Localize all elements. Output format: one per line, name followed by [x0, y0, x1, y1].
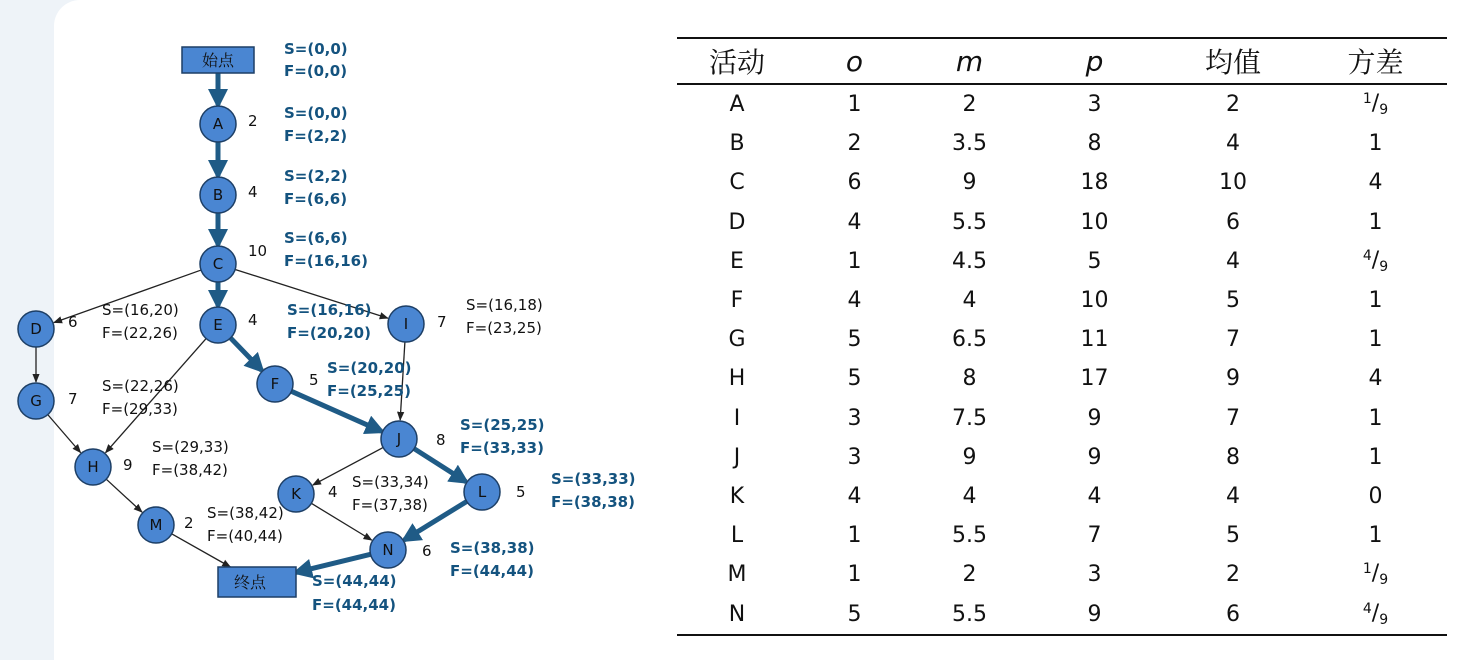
most-likely-cell: 5.5: [952, 209, 987, 235]
table-row: [677, 124, 1447, 163]
node-e-duration: 4: [248, 311, 258, 329]
edge-g-h: [48, 415, 81, 453]
fraction-denominator: 9: [1379, 572, 1389, 589]
node-c-finish-times: F=(16,16): [284, 252, 368, 270]
pessimistic-cell: 18: [1080, 170, 1109, 196]
header-variance: 方差: [1304, 38, 1447, 84]
node-i-label: I: [403, 315, 409, 333]
optimistic-cell: 2: [847, 131, 862, 157]
node-h-start-times: S=(29,33): [152, 438, 229, 456]
edge-h-m: [106, 479, 142, 512]
mean-cell: 5: [1226, 288, 1240, 314]
mean-cell: 4: [1226, 248, 1240, 274]
most-likely-cell: 2: [962, 562, 977, 588]
activity-cell: N: [677, 594, 797, 634]
pessimistic-cell: 10: [1080, 209, 1109, 235]
table-row: [677, 281, 1447, 320]
pessimistic-cell: 3: [1087, 92, 1102, 118]
node-f-label: F: [270, 375, 280, 393]
variance-cell: 4: [1368, 366, 1383, 392]
most-likely-cell: 6.5: [952, 327, 987, 353]
node-j-start-times: S=(25,25): [460, 416, 545, 434]
pessimistic-cell: 9: [1027, 594, 1162, 634]
activity-cell: L: [730, 523, 744, 549]
variance-cell: 1: [1368, 288, 1383, 314]
variance-cell: 1: [1368, 444, 1383, 470]
node-k-start-times: S=(33,34): [352, 473, 429, 491]
pessimistic-cell: 10: [1080, 288, 1109, 314]
pessimistic-cell: 3: [1087, 562, 1102, 588]
table-row: [677, 516, 1447, 555]
node-l-label: L: [477, 483, 487, 501]
node-l-start-times: S=(33,33): [551, 470, 636, 488]
optimistic-cell: 1: [847, 92, 862, 118]
node-d-start-times: S=(16,20): [102, 301, 179, 319]
activity-cell: C: [729, 170, 745, 196]
node-a-finish-times: F=(2,2): [284, 127, 348, 145]
node-f-start-times: S=(20,20): [327, 359, 412, 377]
activity-cell: J: [733, 444, 741, 470]
activity-cell: M: [727, 562, 747, 588]
table-row: [677, 359, 1447, 398]
most-likely-cell: 4.5: [952, 248, 987, 274]
node-f-finish-times: F=(25,25): [327, 382, 411, 400]
node-b-duration: 4: [248, 183, 258, 201]
activity-cell: E: [730, 248, 744, 274]
node-j-duration: 8: [436, 431, 446, 449]
node-a-start-times: S=(0,0): [284, 104, 348, 122]
activity-cell: F: [730, 288, 744, 314]
node-m-finish-times: F=(40,44): [207, 527, 283, 545]
node-h-label: H: [87, 458, 99, 476]
node-h-duration: 9: [123, 456, 133, 474]
pert-network-diagram: [0, 0, 676, 660]
mean-cell: 8: [1226, 444, 1240, 470]
mean-cell: 6: [1226, 209, 1240, 235]
variance-fraction: [1362, 561, 1389, 589]
node-k-label: K: [291, 485, 301, 503]
most-likely-cell: 3.5: [952, 131, 987, 157]
fraction-denominator: 9: [1379, 611, 1389, 628]
node-i-start-times: S=(16,18): [466, 296, 543, 314]
node-e-finish-times: F=(20,20): [287, 324, 371, 342]
most-likely-cell: 5.5: [912, 594, 1027, 634]
mean-cell: 6: [1162, 594, 1304, 634]
node-a-label: A: [212, 115, 224, 133]
node-g-label: G: [30, 392, 42, 410]
activity-cell: G: [728, 327, 746, 353]
node-n-label: N: [382, 541, 394, 559]
mean-cell: 5: [1226, 523, 1240, 549]
node-e-label: E: [213, 316, 223, 334]
node-a-duration: 2: [248, 112, 258, 130]
activity-cell: A: [729, 92, 745, 118]
node-c-label: C: [212, 255, 224, 273]
node-d-label: D: [30, 320, 42, 338]
optimistic-cell: 3: [847, 405, 862, 431]
most-likely-cell: 9: [962, 170, 977, 196]
table-row: [677, 594, 1447, 634]
node-j-label: J: [396, 430, 402, 448]
fraction-numerator: 1: [1362, 561, 1372, 578]
activity-estimates-table: [677, 37, 1447, 636]
mean-cell: 4: [1226, 131, 1240, 157]
most-likely-cell: 4: [962, 288, 977, 314]
variance-cell: 1: [1368, 405, 1383, 431]
node-m-label: M: [149, 516, 163, 534]
fraction-denominator: 9: [1379, 258, 1389, 275]
mean-cell: 2: [1226, 92, 1240, 118]
node-d-duration: 6: [68, 313, 78, 331]
table-row: [677, 84, 1447, 124]
fraction-numerator: 4: [1362, 600, 1372, 617]
table-header-row: [677, 38, 1447, 84]
activity-cell: B: [729, 131, 745, 157]
fraction-denominator: 9: [1379, 102, 1389, 119]
table-row: [677, 163, 1447, 202]
node-d-finish-times: F=(22,26): [102, 324, 178, 342]
header-pessimistic: p: [1027, 38, 1162, 84]
mean-cell: 2: [1226, 562, 1240, 588]
optimistic-cell: 1: [847, 562, 862, 588]
end-node-start-times: S=(44,44): [312, 572, 397, 590]
activity-cell: H: [728, 366, 746, 392]
pessimistic-cell: 9: [1087, 444, 1102, 470]
variance-fraction: [1363, 248, 1388, 273]
end-node-finish-times: F=(44,44): [312, 596, 396, 614]
node-b-start-times: S=(2,2): [284, 167, 348, 185]
node-h-finish-times: F=(38,42): [152, 461, 228, 479]
header-optimistic: o: [797, 38, 912, 84]
node-n-start-times: S=(38,38): [450, 539, 535, 557]
optimistic-cell: 6: [847, 170, 862, 196]
pessimistic-cell: 7: [1087, 523, 1102, 549]
node-n-duration: 6: [422, 542, 432, 560]
node-m-start-times: S=(38,42): [207, 504, 284, 522]
most-likely-cell: 4: [962, 483, 977, 509]
optimistic-cell: 4: [847, 209, 862, 235]
pessimistic-cell: 8: [1087, 131, 1102, 157]
activity-cell: K: [729, 483, 745, 509]
optimistic-cell: 1: [847, 523, 862, 549]
most-likely-cell: 8: [962, 366, 977, 392]
optimistic-cell: 4: [847, 288, 862, 314]
header-most-likely: m: [912, 38, 1027, 84]
pessimistic-cell: 9: [1087, 405, 1102, 431]
pessimistic-cell: 4: [1087, 483, 1102, 509]
node-i-duration: 7: [437, 313, 447, 331]
edge-n-end-critical: [296, 554, 371, 572]
node-f-duration: 5: [309, 371, 319, 389]
table-row: [677, 438, 1447, 477]
most-likely-cell: 5.5: [952, 523, 987, 549]
node-g-start-times: S=(22,26): [102, 377, 179, 395]
variance-fraction: [1363, 601, 1388, 626]
start-node-start-times: S=(0,0): [284, 40, 348, 58]
table-row: [677, 477, 1447, 516]
node-n-finish-times: F=(44,44): [450, 562, 534, 580]
mean-cell: 10: [1219, 170, 1247, 196]
header-activity: 活动: [677, 38, 797, 84]
optimistic-cell: 3: [847, 444, 862, 470]
optimistic-cell: 1: [847, 248, 862, 274]
variance-cell: 0: [1368, 483, 1383, 509]
node-m-duration: 2: [184, 514, 194, 532]
fraction-slash: /: [1371, 247, 1380, 273]
table-row: [677, 320, 1447, 359]
mean-cell: 4: [1226, 483, 1240, 509]
node-b-label: B: [212, 186, 224, 204]
optimistic-cell: 5: [847, 366, 862, 392]
variance-fraction: [1362, 91, 1389, 119]
pessimistic-cell: 5: [1087, 248, 1102, 274]
mean-cell: 7: [1226, 405, 1240, 431]
end-node-label: 终点: [233, 573, 267, 592]
mean-cell: 9: [1226, 366, 1240, 392]
variance-cell: [1304, 242, 1447, 281]
node-j-finish-times: F=(33,33): [460, 439, 544, 457]
activity-cell: D: [728, 209, 746, 235]
node-c-start-times: S=(6,6): [284, 229, 348, 247]
table-row: [677, 555, 1447, 594]
optimistic-cell: 5: [847, 327, 862, 353]
variance-cell: [1304, 555, 1447, 594]
fraction-slash: /: [1371, 91, 1380, 117]
node-g-finish-times: F=(29,33): [102, 400, 178, 418]
table-row: [677, 242, 1447, 281]
node-g-duration: 7: [68, 390, 78, 408]
variance-cell: [1304, 84, 1447, 124]
fraction-slash: /: [1371, 561, 1380, 587]
node-e-start-times: S=(16,16): [287, 301, 372, 319]
node-k-finish-times: F=(37,38): [352, 496, 428, 514]
optimistic-cell: 5: [797, 594, 912, 634]
table-row: [677, 203, 1447, 242]
node-k-duration: 4: [328, 483, 338, 501]
node-b-finish-times: F=(6,6): [284, 190, 348, 208]
variance-cell: 1: [1368, 209, 1383, 235]
variance-cell: 4: [1368, 170, 1383, 196]
table-row: [677, 399, 1447, 438]
pessimistic-cell: 17: [1080, 366, 1109, 392]
most-likely-cell: 7.5: [952, 405, 987, 431]
pessimistic-cell: 11: [1080, 327, 1109, 353]
optimistic-cell: 4: [847, 483, 862, 509]
table-body: [677, 84, 1447, 635]
activity-cell: I: [733, 405, 741, 431]
most-likely-cell: 2: [962, 92, 977, 118]
header-mean: 均值: [1162, 38, 1304, 84]
start-node-finish-times: F=(0,0): [284, 62, 348, 80]
edge-e-f-critical: [231, 338, 262, 370]
node-l-finish-times: F=(38,38): [551, 493, 635, 511]
variance-cell: 1: [1368, 523, 1383, 549]
variance-cell: [1304, 594, 1447, 634]
mean-cell: 7: [1226, 327, 1240, 353]
variance-cell: 1: [1368, 327, 1383, 353]
edge-e-h: [106, 339, 207, 453]
fraction-numerator: 4: [1362, 247, 1372, 264]
node-c-duration: 10: [248, 242, 268, 260]
variance-cell: 1: [1368, 131, 1383, 157]
fraction-slash: /: [1371, 600, 1380, 626]
start-node-label: 始点: [201, 51, 235, 70]
most-likely-cell: 9: [962, 444, 977, 470]
fraction-numerator: 1: [1362, 91, 1372, 108]
edge-i-j: [400, 342, 405, 420]
node-l-duration: 5: [516, 483, 526, 501]
node-i-finish-times: F=(23,25): [466, 319, 542, 337]
